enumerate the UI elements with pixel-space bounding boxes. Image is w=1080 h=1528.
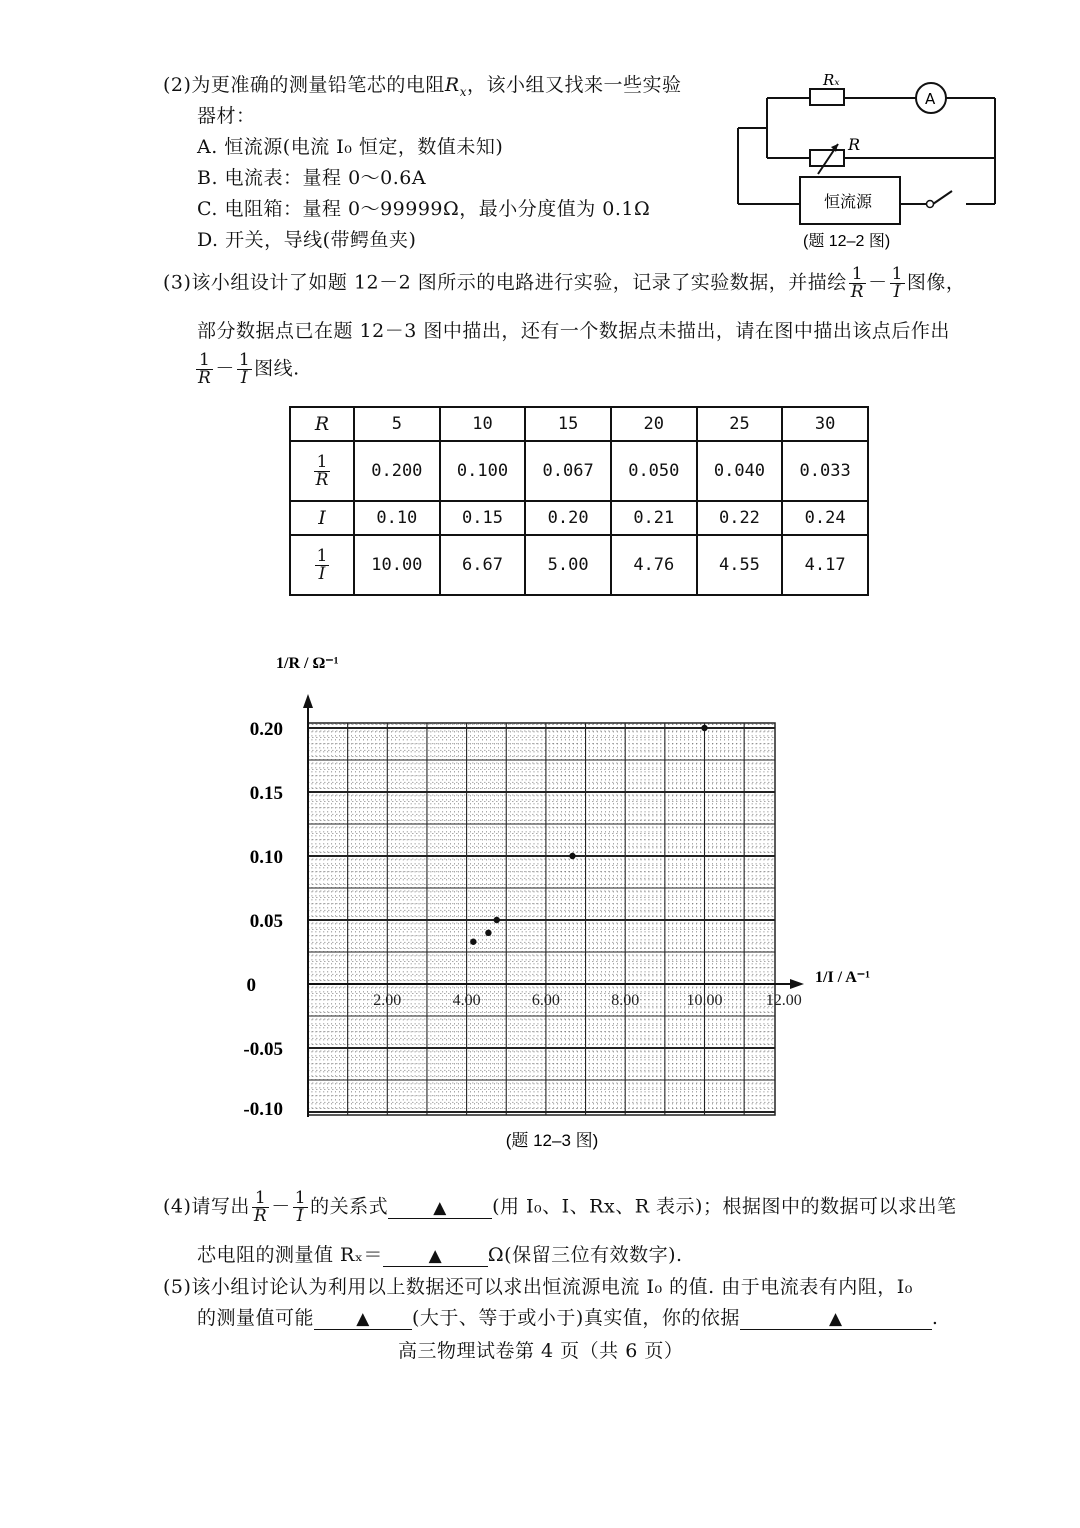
circuit-caption: (题 12–2 图) (803, 233, 891, 250)
y-axis-label: 1/R / Ω⁻¹ (276, 655, 339, 672)
ammeter-label: A (925, 90, 936, 108)
y-tick-label: 0.20 (249, 719, 283, 740)
table-cell: 6.67 (440, 535, 526, 595)
data-point (701, 725, 707, 731)
option-c: C. 电阻箱：量程 0～99999Ω，最小分度值为 0.1Ω (197, 198, 651, 220)
part5-line2: 的测量值可能 ▲ (大于、等于或小于)真实值，你的依据 ▲ . (197, 1307, 939, 1329)
answer-blank-relation[interactable]: ▲ (388, 1196, 492, 1219)
y-tick-label: 0.10 (249, 847, 283, 868)
fraction-1-over-r: $\frac{1}{R}$ (850, 264, 865, 302)
table-cell: 0.067 (525, 441, 611, 501)
x-axis-arrow (790, 979, 804, 989)
table-cell: 0.20 (525, 501, 611, 535)
data-point (494, 917, 500, 923)
rx-label: Rₓ (823, 71, 840, 89)
fraction-1-over-i: $\frac{1}{I}$ (294, 1188, 307, 1226)
r-label: R (848, 135, 861, 154)
fraction-1-over-r: $\frac{1}{R}$ (198, 350, 212, 388)
fraction-1-over-i: $\frac{1}{I}$ (238, 350, 251, 388)
y-axis-arrow (303, 694, 313, 708)
fraction-1-over-i: $\frac{1}{I}$ (891, 264, 903, 302)
source-label: 恒流源 (824, 192, 873, 211)
x-tick-label: 10.00 (686, 992, 723, 1009)
fraction-1-over-r: $\frac{1}{R}$ (315, 451, 329, 490)
x-axis-label: 1/I / A⁻¹ (815, 969, 871, 986)
table-cell: 0.22 (697, 501, 783, 535)
table-cell: 5 (354, 407, 440, 441)
table-cell: 5.00 (525, 535, 611, 595)
part3-line2: 部分数据点已在题 12－3 图中描出，还有一个数据点未描出，请在图中描出该点后作出 (197, 320, 950, 342)
table-cell: 0.100 (440, 441, 526, 501)
part2-line1: (2)为更准确的测量铅笔芯的电阻$R_x$，该小组又找来一些实验 (163, 74, 682, 99)
data-point (485, 930, 491, 936)
y-tick-label: 0.05 (249, 911, 283, 932)
table-cell: 0.033 (782, 441, 868, 501)
data-point (470, 939, 476, 945)
table-cell: 0.040 (697, 441, 783, 501)
table-cell: 4.55 (697, 535, 783, 595)
part4-line2: 芯电阻的测量值 Rₓ＝ ▲ Ω(保留三位有效数字). (197, 1244, 683, 1266)
row-label-r: R (290, 407, 354, 441)
page-footer: 高三物理试卷第 4 页（共 6 页） (398, 1340, 684, 1362)
fraction-1-over-i: $\frac{1}{I}$ (316, 545, 328, 584)
part3-line1: (3)该小组设计了如题 12－2 图所示的电路进行实验，记录了实验数据，并描绘 $\frac{1}{R}$ － $\frac{1}{I}$ 图像， (163, 264, 966, 302)
fraction-1-over-r: $\frac{1}{R}$ (253, 1188, 268, 1226)
table-cell: 0.050 (611, 441, 697, 501)
option-b: B. 电流表：量程 0～0.6A (197, 167, 427, 189)
y-tick-label: 0 (246, 975, 256, 996)
table-cell: 10 (440, 407, 526, 441)
answer-blank-rx[interactable]: ▲ (383, 1244, 488, 1267)
table-cell: 0.24 (782, 501, 868, 535)
row-label-i: I (290, 501, 354, 535)
table-cell: 10.00 (354, 535, 440, 595)
table-cell: 4.76 (611, 535, 697, 595)
y-tick-label: -0.10 (243, 1099, 283, 1120)
x-tick-label: 2.00 (373, 992, 402, 1009)
x-tick-label: 4.00 (452, 992, 481, 1009)
option-a: A. 恒流源(电流 I₀ 恒定，数值未知) (197, 136, 504, 158)
y-tick-label: 0.15 (249, 783, 283, 804)
table-cell: 20 (611, 407, 697, 441)
table-cell: 25 (697, 407, 783, 441)
x-tick-label: 6.00 (531, 992, 560, 1009)
option-d: D. 开关，导线(带鳄鱼夹) (197, 229, 417, 251)
part2-line2: 器材： (197, 105, 256, 127)
table-cell: 15 (525, 407, 611, 441)
y-tick-label: -0.05 (243, 1039, 283, 1060)
x-tick-label: 12.00 (765, 992, 802, 1009)
answer-blank-reason[interactable]: ▲ (740, 1307, 932, 1330)
x-tick-label: 8.00 (611, 992, 640, 1009)
table-cell: 4.17 (782, 535, 868, 595)
table-cell: 30 (782, 407, 868, 441)
data-point (569, 853, 575, 859)
table-cell: 0.21 (611, 501, 697, 535)
answer-blank-compare[interactable]: ▲ (314, 1307, 412, 1330)
part5-line1: (5)该小组讨论认为利用以上数据还可以求出恒流源电流 I₀ 的值. 由于电流表有内阻，I₀ (163, 1276, 913, 1298)
table-cell: 0.15 (440, 501, 526, 535)
table-cell: 0.10 (354, 501, 440, 535)
graph-caption: (题 12–3 图) (505, 1131, 599, 1150)
part3-line3: $\frac{1}{R}$ － $\frac{1}{I}$ 图线. (198, 350, 300, 388)
table-cell: 0.200 (354, 441, 440, 501)
part4-line1: (4)请写出 $\frac{1}{R}$ － $\frac{1}{I}$ 的关系式 ▲ (用 I₀、I、Rx、R 表示)；根据图中的数据可以求出笔 (163, 1188, 957, 1226)
